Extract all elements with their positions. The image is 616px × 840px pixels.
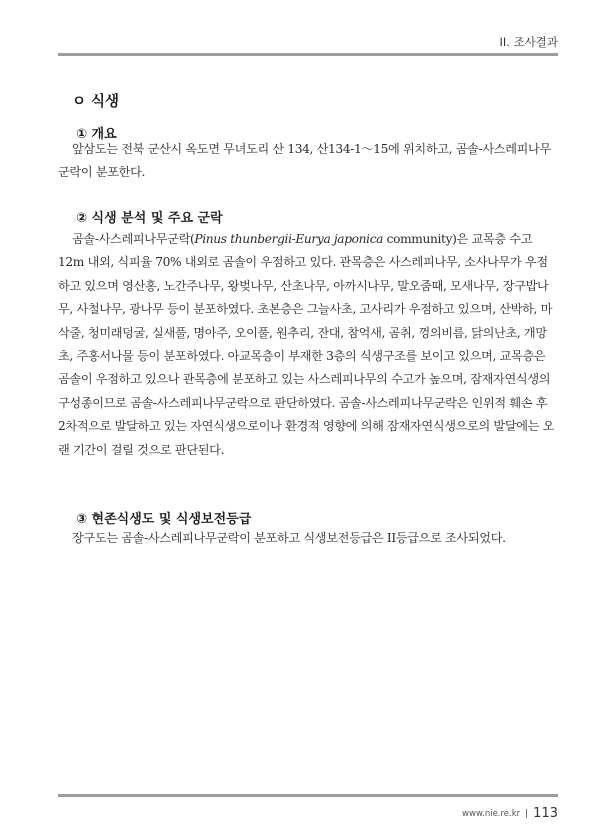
analysis-paragraph: [58, 228, 558, 462]
subsection-title-vegetation-map: ③ 현존식생도 및 식생보전등급: [76, 512, 252, 527]
subsection-title-overview: ① 개요: [76, 127, 117, 142]
running-header: II. 조사결과: [499, 35, 558, 49]
analysis-text-post: community)은 교목층 수고 12m 내외, 식피율 70% 내외로 곰솔이 우점하고 있다. 관목층은 사스레피나무, 소사나무가 우점하고 있으며 영산홍, 노간주나무, 왕벚나무, 산초나무, 아까시나무, 말오줌때, 모새나무, 장구밥나무, 사철나무, 광나무 등이 분포하였다. 초본층은 그늘사초, 고사리가 우점하고 있으며, 산박하, 마삭줄, 청미래덩굴, 실새풀, 명아주, 오이풀, 원추리, 잔대, 참억새, 곰취, 껑의비름, 닭의난초, 개망초, 주홍서나물 등이 분포하였다. 아교목층이 부재한 3층의 식생구조를 보이고 있으며, 교목층은 곰솔이 우점하고 있으나 관목층에 분포하고 있는 사스레피나무의 수고가 높으며, 잠재자연식생의 구성종이므로 곰솔-사스레피나무군락으로 판단하였다. 곰솔-사스레피나무군락은 인위적 훼손 후 2차적으로 발달하고 있는 자연식생으로이나 환경적 영향에 의해 잠재자연식생으로의 발달에는 오랜 기간이 걸릴 것으로 판단된다.: [58, 232, 555, 457]
analysis-text-pre: 곰솔-사스레피나무군락(: [72, 232, 195, 246]
subsection-title-analysis: ② 식생 분석 및 주요 군락: [76, 211, 223, 226]
section-heading: ㅇ 식생: [72, 94, 120, 110]
page-number: 113: [533, 806, 558, 821]
header-rule: [58, 53, 558, 56]
footer-rule: [58, 794, 558, 797]
footer-separator: [526, 809, 527, 818]
overview-paragraph: 앞삼도는 전북 군산시 옥도면 무녀도리 산 134, 산134-1～15에 위치하고, 곰솔-사스레피나무군락이 분포한다.: [58, 142, 551, 180]
scientific-name: Pinus thunbergii-Eurya japonica: [194, 232, 384, 246]
footer-url: www.nie.re.kr: [462, 808, 521, 819]
vegetation-map-paragraph: 장구도는 곰솔-사스레피나무군락이 분포하고 식생보전등급은 II등급으로 조사되었다.: [72, 531, 506, 545]
page-footer: [462, 806, 558, 821]
